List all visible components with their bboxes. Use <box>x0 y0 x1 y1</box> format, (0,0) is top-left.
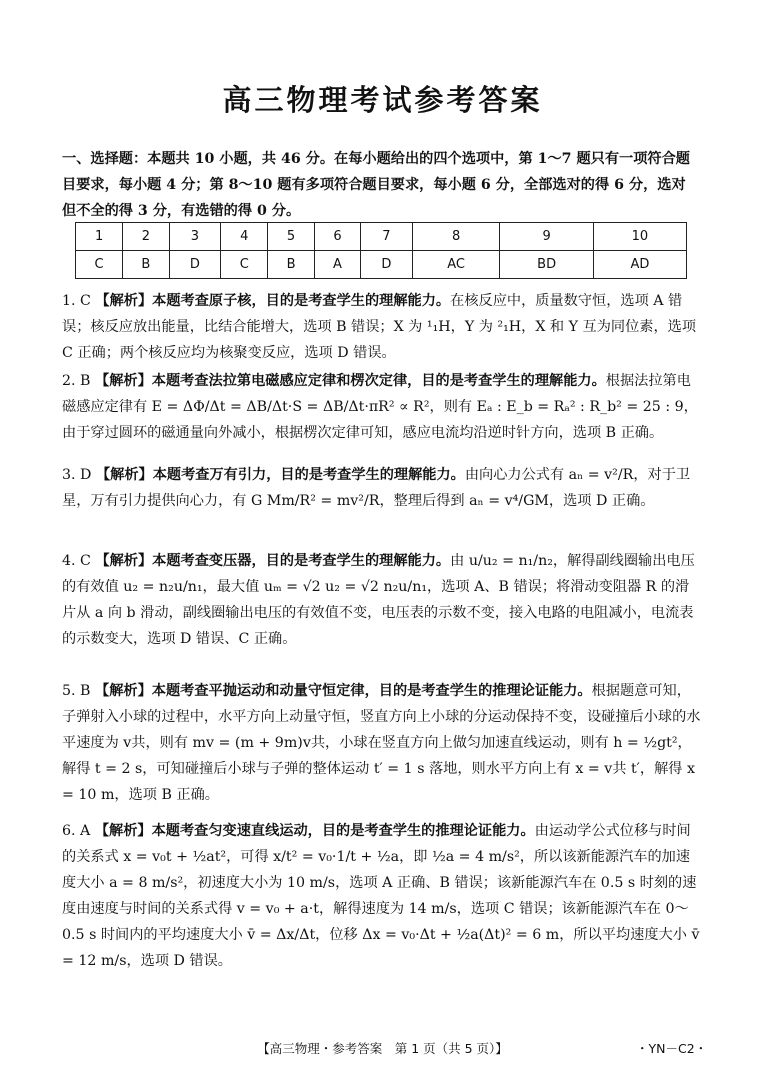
item-tag: 【解析】本题考查平抛运动和动量守恒定律，目的是考查学生的推理论证能力。 <box>95 683 592 699</box>
page-title: 高三物理考试参考答案 <box>222 83 543 117</box>
table-cell: B <box>268 251 314 279</box>
item-number: 4. C <box>62 553 91 569</box>
table-cell: 1 <box>76 223 123 251</box>
item-tag: 【解析】本题考查变压器，目的是考查学生的理解能力。 <box>95 553 451 569</box>
table-cell: 2 <box>123 223 169 251</box>
item-body: 由向心力公式有 aₙ = v²/R，对于卫星，万有引力提供向心力，有 G Mm/R² = mv²/R，整理后得到 aₙ = v⁴/GM，选项 D 正确。 <box>62 467 691 509</box>
solution-item-4 <box>62 548 702 652</box>
solution-item-1 <box>62 288 702 366</box>
table-cell: A <box>314 251 360 279</box>
item-tag: 【解析】本题考查原子核，目的是考查学生的理解能力。 <box>95 293 451 309</box>
table-cell: 9 <box>500 223 593 251</box>
table-cell: 10 <box>593 223 686 251</box>
item-number: 3. D <box>62 467 92 483</box>
table-cell: B <box>123 251 169 279</box>
table-cell: 4 <box>221 223 268 251</box>
item-body: 根据法拉第电磁感应定律有 E = ΔΦ/Δt = ΔB/Δt·S = ΔB/Δt·πR² ∝ R²，则有 Eₐ : E_b = Rₐ² : R_b² = 25 : 9，由于穿过圆环的磁通量向外减小，根据楞次定律可知，感应电流均沿逆时针方向，选项 B 正确。 <box>62 373 698 441</box>
table-row-numbers <box>76 223 687 251</box>
table-row-answers <box>76 251 687 279</box>
solution-item-2 <box>62 368 702 446</box>
table-cell: AD <box>593 251 686 279</box>
page-footer: 【高三物理・参考答案 第 1 页（共 5 页）】 <box>257 1041 508 1056</box>
table-cell: 6 <box>314 223 360 251</box>
item-tag: 【解析】本题考查匀变速直线运动，目的是考查学生的推理论证能力。 <box>94 823 535 839</box>
table-cell: D <box>169 251 221 279</box>
table-cell: 3 <box>169 223 221 251</box>
item-body: 由运动学公式位移与时间的关系式 x = v₀t + ½at²，可得 x/t² = v₀·1/t + ½a，即 ½a = 4 m/s²，所以该新能源汽车的加速度大小 a = 8 m/s²，初速度大小为 10 m/s，选项 A 正确、B 错误；该新能源汽车在 0.5 s 时刻的速度由速度与时间的关系式得 v = v₀ + a·t，解得速度为 14 m/s，选项 C 错误；该新能源汽车在 0～0.5 s 时间内的平均速度大小 v̄ = Δx/Δt，位移 Δx = v₀·Δt + ½a(Δt)² = 6 m，所以平均速度大小 v̄ = 12 m/s，选项 D 错误。 <box>62 823 700 969</box>
item-body: 根据题意可知，子弹射入小球的过程中，水平方向上动量守恒，竖直方向上小球的分运动保持不变，设碰撞后小球的水平速度为 v共，则有 mv = (m + 9m)v共，小球在竖直方向上做匀加速直线运动，则有 h = ½gt²，解得 t = 2 s，可知碰撞后小球与子弹的整体运动 t′ = 1 s 落地，则水平方向上有 x = v共 t′，解得 x = 10 m，选项 B 正确。 <box>62 683 701 803</box>
item-number: 1. C <box>62 293 91 309</box>
solution-item-6 <box>62 818 702 974</box>
solution-item-5 <box>62 678 702 808</box>
table-cell: BD <box>500 251 593 279</box>
table-cell: C <box>221 251 268 279</box>
item-number: 2. B <box>62 373 91 389</box>
section-intro: 一、选择题：本题共 10 小题，共 46 分。在每小题给出的四个选项中，第 1～7 题只有一项符合题目要求，每小题 4 分；第 8～10 题有多项符合题目要求，每小题 6 分，全部选对的得 6 分，选对但不全的得 3 分，有选错的得 0 分。 <box>62 151 690 219</box>
item-number: 5. B <box>62 683 91 699</box>
item-number: 6. A <box>62 823 91 839</box>
table-cell: C <box>76 251 123 279</box>
item-tag: 【解析】本题考查万有引力，目的是考查学生的理解能力。 <box>95 467 465 483</box>
table-cell: 8 <box>412 223 500 251</box>
solution-item-3 <box>62 462 702 514</box>
item-body: 由 u/u₂ = n₁/n₂，解得副线圈输出电压的有效值 u₂ = n₂u/n₁，最大值 uₘ = √2 u₂ = √2 n₂u/n₁，选项 A、B 错误；将滑动变阻器 R 的滑片从 a 向 b 滑动，副线圈输出电压的有效值不变，电压表的示数不变，接入电路的电阻减小，电流表的示数变大，选项 D 错误、C 正确。 <box>62 553 695 647</box>
table-cell: 7 <box>361 223 413 251</box>
item-tag: 【解析】本题考查法拉第电磁感应定律和楞次定律，目的是考查学生的理解能力。 <box>95 373 606 389</box>
table-cell: 5 <box>268 223 314 251</box>
item-body: 在核反应中，质量数守恒，选项 A 错误；核反应放出能量，比结合能增大，选项 B 错误；X 为 ¹₁H，Y 为 ²₁H，X 和 Y 互为同位素，选项 C 正确；两个核反应均为核聚变反应，选项 D 错误。 <box>62 293 697 361</box>
paper-code: ・YN－C2・ <box>636 1041 708 1056</box>
table-cell: D <box>361 251 413 279</box>
answer-table <box>75 222 687 279</box>
table-cell: AC <box>412 251 500 279</box>
